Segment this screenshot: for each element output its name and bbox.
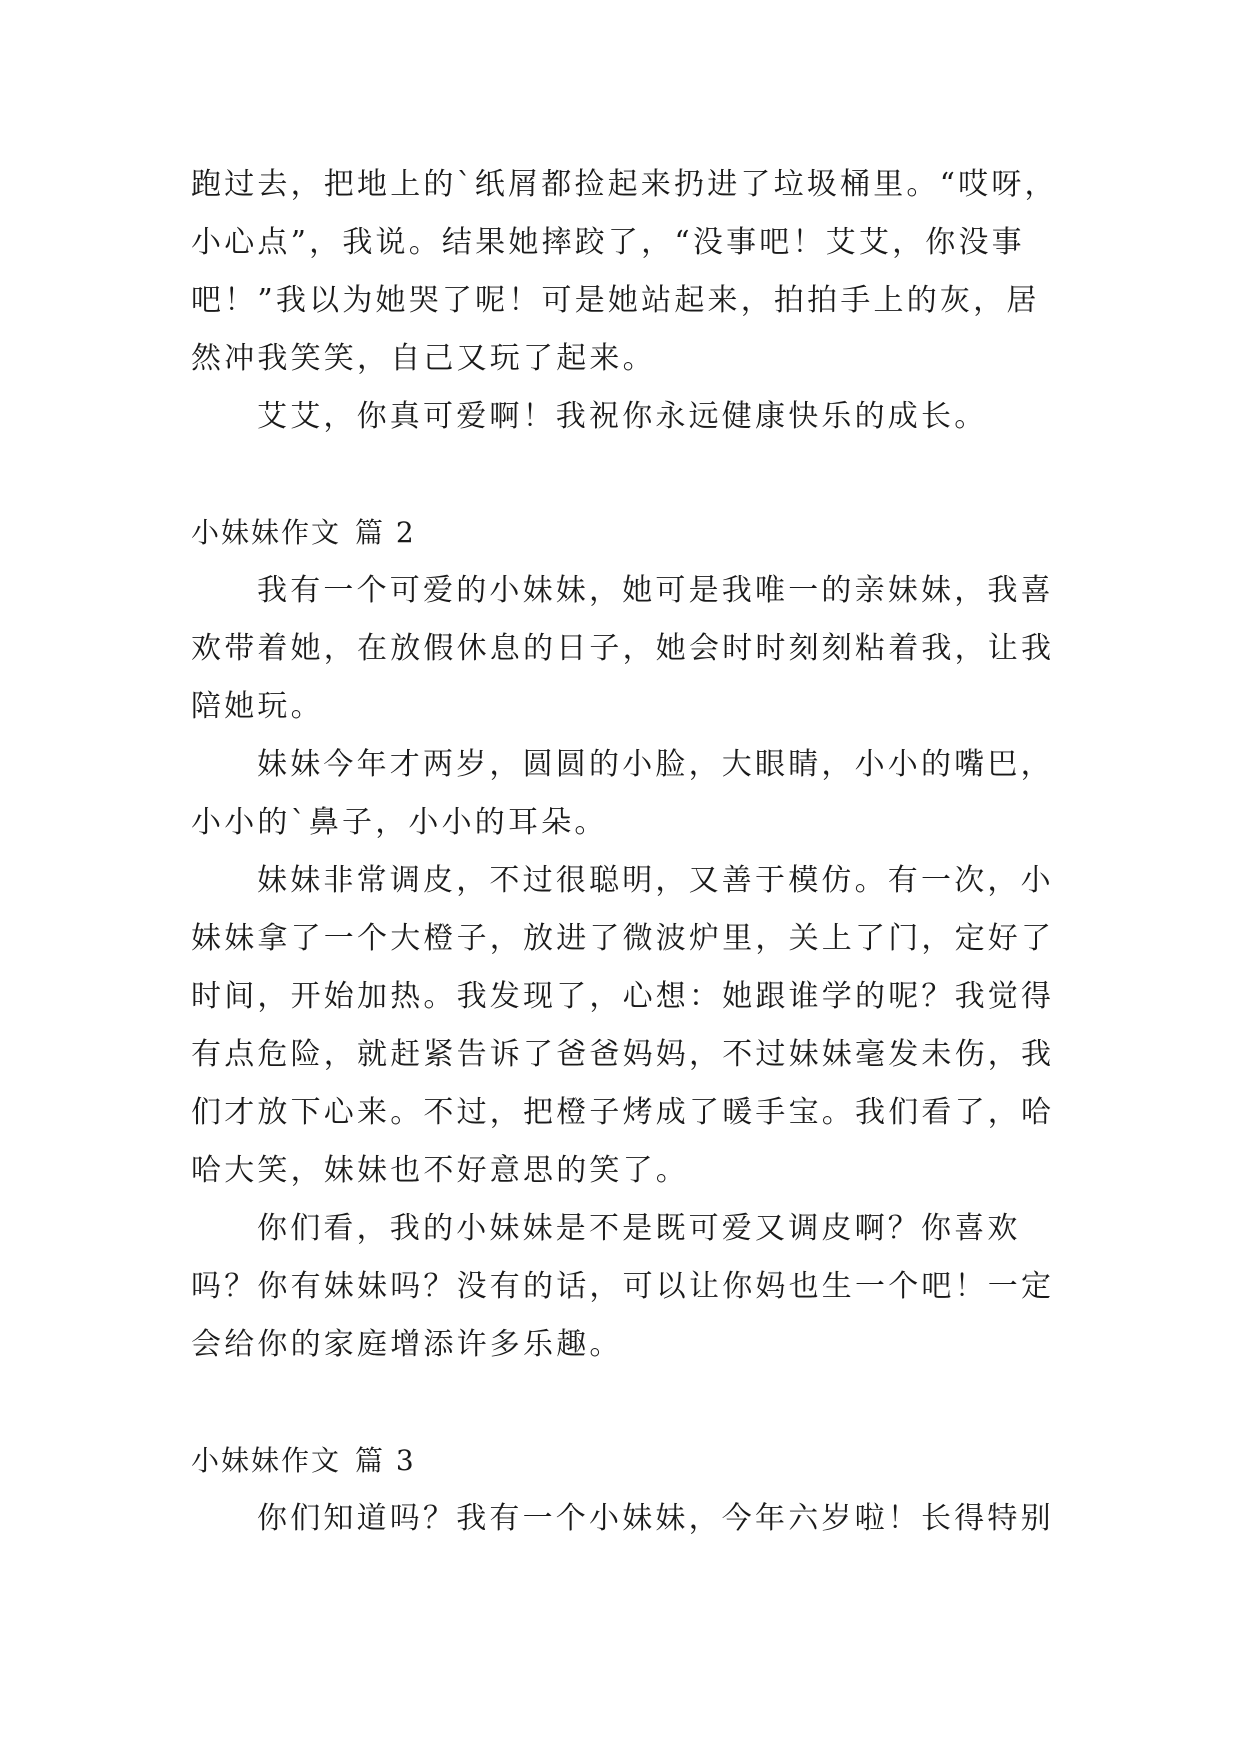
- text-line: 们才放下心来。不过，把橙子烤成了暖手宝。我们看了，哈: [191, 1095, 1055, 1130]
- section-heading-number: 篇 2: [355, 516, 416, 549]
- text-line: 跑过去，把地上的`纸屑都捡起来扔进了垃圾桶里。“哎呀，: [191, 167, 1058, 202]
- text-line: 吗？你有妹妹吗？没有的话，可以让你妈也生一个吧！一定: [191, 1269, 1055, 1304]
- text-line: 吧！”我以为她哭了呢！可是她站起来，拍拍手上的灰，居: [191, 283, 1040, 318]
- text-line: 我有一个可爱的小妹妹，她可是我唯一的亲妹妹，我喜: [257, 573, 1054, 608]
- text-line: 你们知道吗？我有一个小妹妹，今年六岁啦！长得特别: [257, 1501, 1054, 1536]
- text-line: 会给你的家庭增添许多乐趣。: [191, 1327, 623, 1362]
- text-line: 你们看，我的小妹妹是不是既可爱又调皮啊？你喜欢: [257, 1211, 1021, 1246]
- closing-paragraph: 艾艾，你真可爱啊！我祝你永远健康快乐的成长。: [257, 399, 988, 434]
- text-line: 哈大笑，妹妹也不好意思的笑了。: [191, 1153, 689, 1188]
- section2-paragraph-3: [191, 852, 1061, 1200]
- text-line: 妹妹拿了一个大橙子，放进了微波炉里，关上了门，定好了: [191, 921, 1055, 956]
- section2-paragraph-1: [191, 562, 1061, 736]
- section3-paragraph-1: [191, 1490, 1061, 1548]
- text-line: 妹妹今年才两岁，圆圆的小脸，大眼睛，小小的嘴巴，: [257, 747, 1054, 782]
- document-page: [191, 156, 1061, 1548]
- text-line: 欢带着她，在放假休息的日子，她会时时刻刻粘着我，让我: [191, 631, 1055, 666]
- section-heading-3: [191, 1432, 1061, 1490]
- section-heading-title: 小妹妹作文: [191, 516, 342, 549]
- text-line: 小小的`鼻子，小小的耳朵。: [191, 805, 608, 840]
- text-line: 然冲我笑笑，自己又玩了起来。: [191, 341, 656, 376]
- section2-paragraph-2: [191, 736, 1061, 852]
- section-heading-2: [191, 504, 1061, 562]
- text-line: 陪她玩。: [191, 689, 324, 724]
- section-heading-number: 篇 3: [355, 1444, 416, 1477]
- section-spacer: [191, 446, 1061, 504]
- text-line: 妹妹非常调皮，不过很聪明，又善于模仿。有一次，小: [257, 863, 1054, 898]
- text-line: 有点危险，就赶紧告诉了爸爸妈妈，不过妹妹毫发未伤，我: [191, 1037, 1055, 1072]
- section2-paragraph-4: [191, 1200, 1061, 1374]
- section-spacer: [191, 1374, 1061, 1432]
- section-heading-title: 小妹妹作文: [191, 1444, 342, 1477]
- intro-paragraph: [191, 156, 1061, 388]
- text-line: 时间，开始加热。我发现了，心想：她跟谁学的呢？我觉得: [191, 979, 1055, 1014]
- text-line: 小心点”，我说。结果她摔跤了，“没事吧！艾艾，你没事: [191, 225, 1025, 260]
